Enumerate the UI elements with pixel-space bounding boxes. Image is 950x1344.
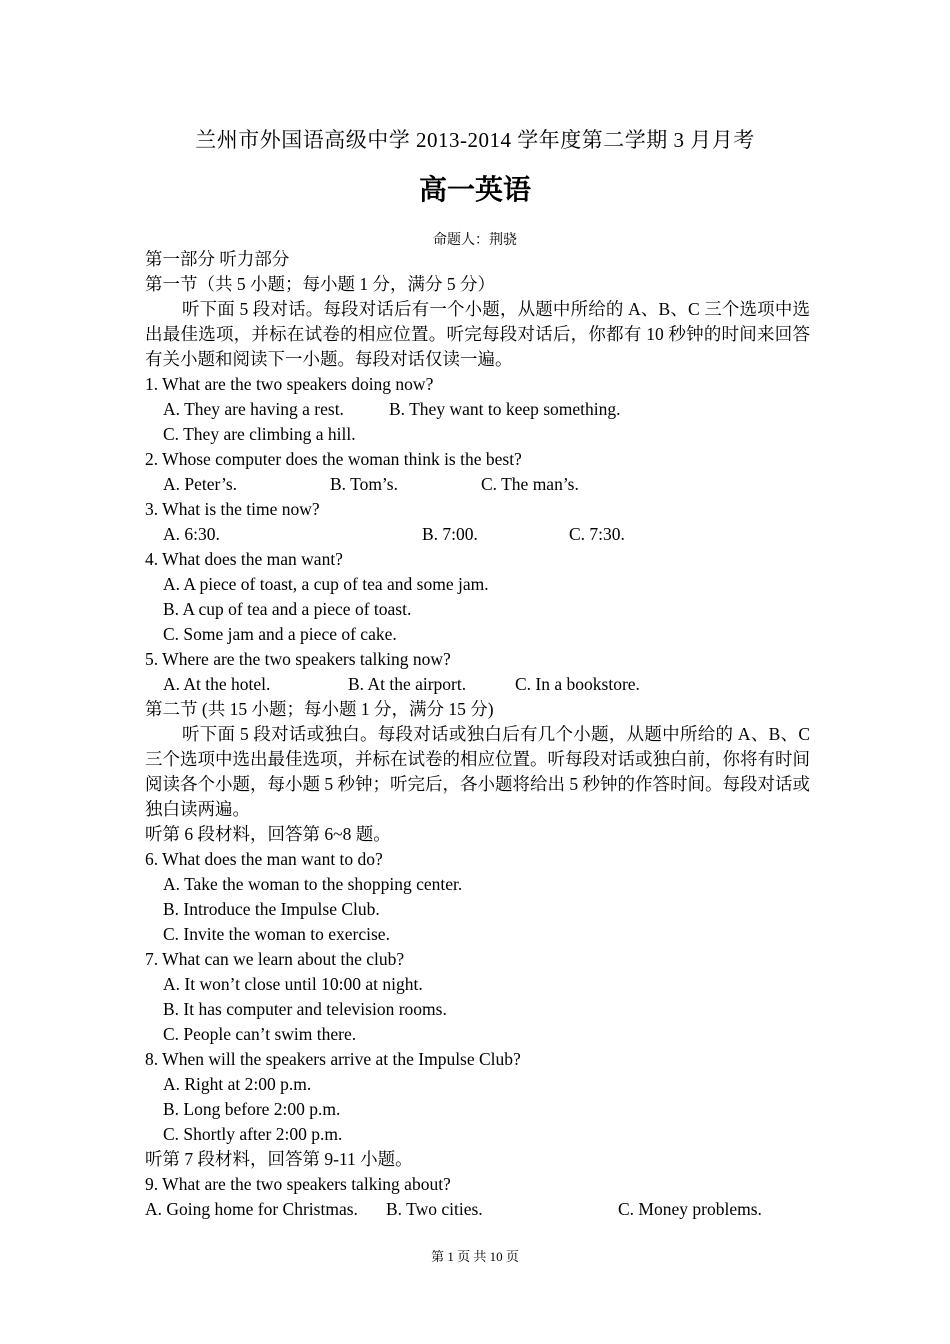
question-stem: 8. When will the speakers arrive at the Impulse Club? (145, 1049, 521, 1069)
option-b: B. A cup of tea and a piece of toast. (163, 599, 412, 619)
material-heading: 听第 7 段材料，回答第 9-11 小题。 (145, 1149, 413, 1169)
page-title: 高一英语 (418, 175, 531, 206)
option-c: C. People can’t swim there. (163, 1024, 357, 1044)
part-heading: 第一部分 听力部分 (145, 249, 290, 269)
option-row (145, 522, 810, 547)
question-stem: 3. What is the time now? (145, 499, 320, 519)
option-c: C. Some jam and a piece of cake. (163, 624, 397, 644)
option-a: A. Going home for Christmas. (145, 1199, 358, 1219)
option-c: C. Shortly after 2:00 p.m. (163, 1124, 343, 1144)
option-b: B. Long before 2:00 p.m. (163, 1099, 341, 1119)
option-b: B. At the airport. (348, 674, 467, 694)
option-a: A. They are having a rest. (163, 399, 344, 419)
question-stem: 5. Where are the two speakers talking now? (145, 649, 451, 669)
option-a: A. It won’t close until 10:00 at night. (163, 974, 423, 994)
option-c: C. 7:30. (569, 524, 625, 544)
option-a: A. Take the woman to the shopping center. (163, 874, 463, 894)
option-b: B. They want to keep something. (389, 399, 621, 419)
option-a: A. At the hotel. (163, 674, 271, 694)
option-c: C. Money problems. (618, 1199, 762, 1219)
section-heading: 第二节 (共 15 小题；每小题 1 分，满分 15 分) (145, 699, 494, 719)
option-a: A. Peter’s. (163, 474, 238, 494)
section-instructions: 听下面 5 段对话或独白。每段对话或独白后有几个小题，从题中所给的 A、B、C 三个选项中选出最佳选项，并标在试卷的相应位置。听每段对话或独白前，你将有时间阅读各个小题，每小题 5 秒钟；听完后，各小题将给出 5 秒钟的作答时间。每段对话或独白读两遍。 (145, 724, 810, 819)
option-c: C. The man’s. (481, 474, 579, 494)
option-b: B. 7:00. (422, 524, 478, 544)
question-stem: 6. What does the man want to do? (145, 849, 383, 869)
question-stem: 4. What does the man want? (145, 549, 343, 569)
material-heading: 听第 6 段材料，回答第 6~8 题。 (145, 824, 391, 844)
option-row (145, 1197, 810, 1222)
option-c: C. In a bookstore. (515, 674, 640, 694)
option-b: B. Introduce the Impulse Club. (163, 899, 380, 919)
option-row (145, 397, 810, 422)
option-a: A. A piece of toast, a cup of tea and some jam. (163, 574, 489, 594)
option-b: B. It has computer and television rooms. (163, 999, 447, 1019)
section-instructions: 听下面 5 段对话。每段对话后有一个小题，从题中所给的 A、B、C 三个选项中选出最佳选项，并标在试卷的相应位置。听完每段对话后，你都有 10 秒钟的时间来回答有关小题和阅读下一小题。每段对话仅读一遍。 (145, 299, 810, 369)
option-b: B. Two cities. (386, 1199, 483, 1219)
option-a: A. 6:30. (163, 524, 220, 544)
question-stem: 2. Whose computer does the woman think is the best? (145, 449, 522, 469)
option-row (145, 472, 810, 497)
option-row (145, 672, 810, 697)
question-stem: 7. What can we learn about the club? (145, 949, 405, 969)
option-b: B. Tom’s. (330, 474, 398, 494)
author-line: 命题人：荆骁 (433, 233, 517, 248)
question-stem: 1. What are the two speakers doing now? (145, 374, 434, 394)
question-stem: 9. What are the two speakers talking about? (145, 1174, 451, 1194)
option-c: C. They are climbing a hill. (163, 424, 356, 444)
exam-content (145, 247, 810, 1222)
option-a: A. Right at 2:00 p.m. (163, 1074, 312, 1094)
exam-header: 兰州市外国语高级中学 2013-2014 学年度第二学期 3 月月考 (195, 128, 755, 152)
section-heading: 第一节（共 5 小题；每小题 1 分，满分 5 分） (145, 274, 495, 294)
option-c: C. Invite the woman to exercise. (163, 924, 390, 944)
page-footer: 第 1 页 共 10 页 (431, 1249, 519, 1264)
